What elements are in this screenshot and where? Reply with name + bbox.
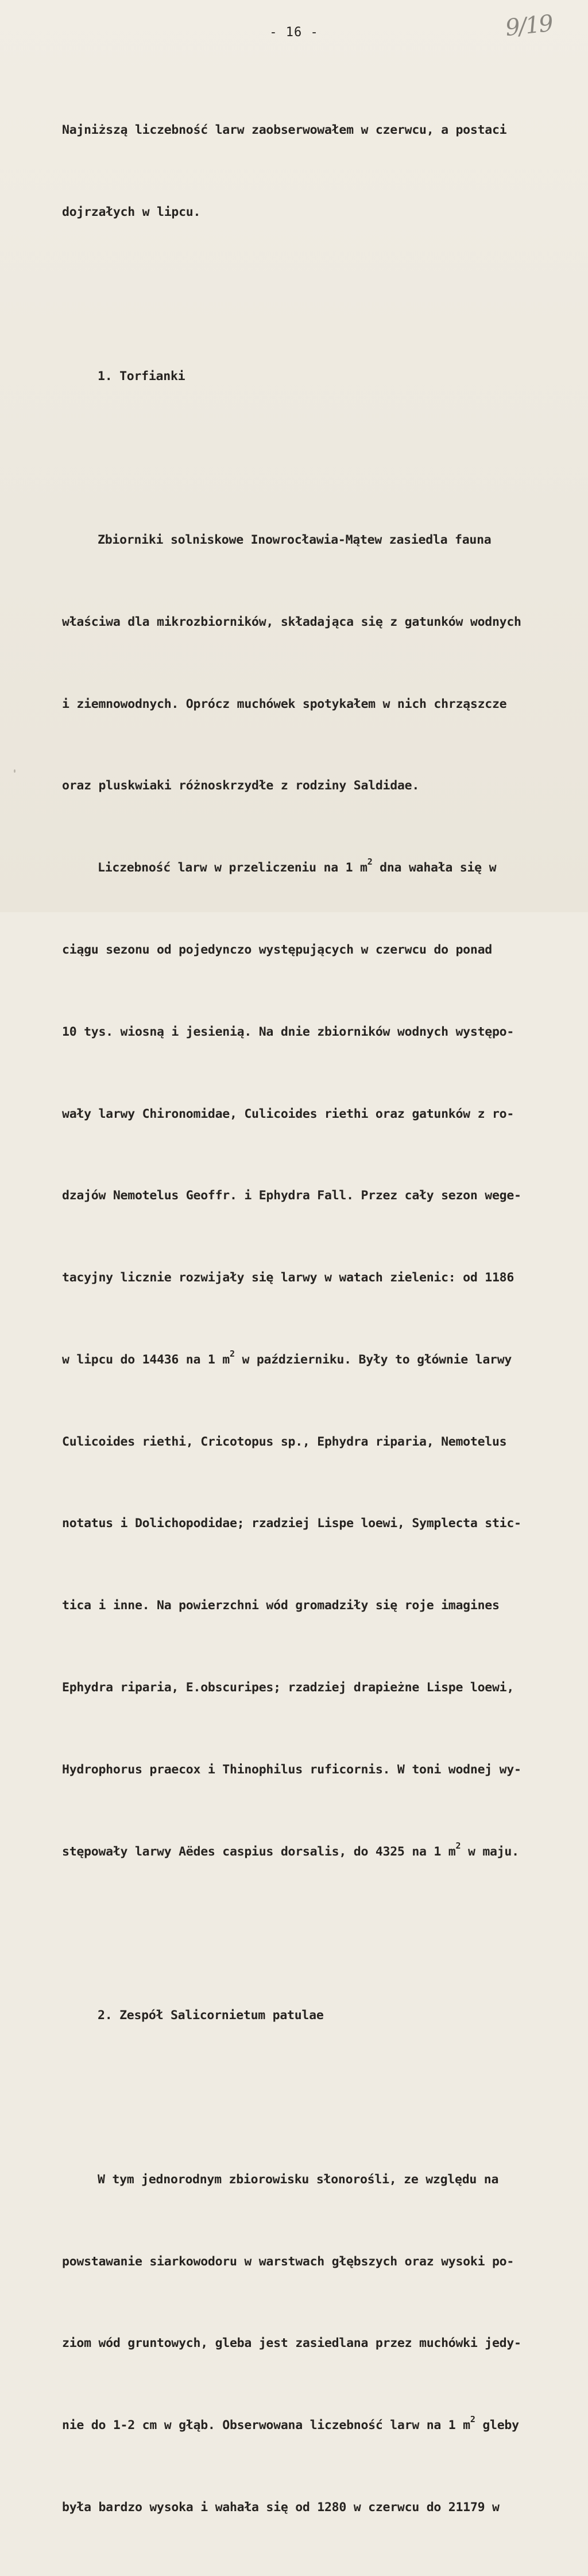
text-line: powstawanie siarkowodoru w warstwach głębszych oraz wysoki po- — [62, 2254, 514, 2269]
text-segment: w maju. — [461, 1844, 519, 1859]
text-line: W tym jednorodnym zbiorowisku słonorośli, ze względu na — [98, 2172, 499, 2187]
text-line: była bardzo wysoka i wahała się od 1280 w czerwcu do 21179 w — [62, 2500, 500, 2515]
section-heading-torfianki: 1. Torfianki — [98, 369, 185, 384]
superscript: 2 — [470, 2414, 475, 2425]
superscript: 2 — [229, 1348, 235, 1359]
text-line: tica i inne. Na powierzchni wód gromadziły się roje imagines — [62, 1598, 500, 1613]
text-line: ciągu sezonu od pojedynczo występujących w czerwcu do ponad — [62, 943, 492, 957]
text-line: wały larwy Chironomidae, Culicoides riethi oraz gatunków z ro- — [62, 1106, 514, 1121]
text-line: notatus i Dolichopodidae; rzadziej Lispe loewi, Symplecta stic- — [62, 1516, 521, 1531]
paper-mark — [14, 769, 16, 773]
text-line: 10 tys. wiosną i jesienią. Na dnie zbiorników wodnych występo- — [62, 1024, 514, 1039]
section-heading-salicornietum: 2. Zespół Salicornietum patulae — [98, 2008, 324, 2023]
text-segment: stępowały larwy Aëdes caspius dorsalis, do 4325 na 1 m — [62, 1844, 456, 1859]
page-number: - 16 - — [269, 25, 319, 40]
text-line — [62, 1838, 573, 1866]
text-segment: nie do 1-2 cm w głąb. Obserwowana liczebność larw na 1 m — [62, 2418, 470, 2433]
text-line: Culicoides riethi, Cricotopus sp., Ephydra riparia, Nemotelus — [62, 1434, 507, 1449]
text-segment: Liczebność larw w przeliczeniu na 1 m — [98, 861, 368, 876]
superscript: 2 — [367, 857, 373, 867]
text-segment: w lipcu do 14436 na 1 m — [62, 1352, 230, 1367]
superscript: 2 — [455, 1840, 461, 1851]
text-line: Zbiorniki solniskowe Inowrocławia-Mątew zasiedla fauna — [98, 533, 492, 548]
text-segment: w październiku. Były to głównie larwy — [234, 1352, 512, 1367]
text-line — [62, 1346, 573, 1374]
text-line — [62, 854, 573, 882]
text-line: oraz pluskwiaki różnoskrzydłe z rodziny Saldidae. — [62, 778, 420, 793]
text-line: dojrzałych w lipcu. — [62, 204, 201, 219]
text-line: tacyjny licznie rozwijały się larwy w watach zielenic: od 1186 — [62, 1270, 514, 1285]
text-line — [62, 2412, 573, 2439]
text-segment: gleby — [475, 2418, 519, 2433]
text-line: właściwa dla mikrozbiorników, składająca się z gatunków wodnych — [62, 614, 521, 629]
text-segment: dna wahała się w — [372, 861, 497, 876]
text-line: ziom wód gruntowych, gleba jest zasiedlana przez muchówki jedy- — [62, 2336, 521, 2351]
text-line: Najniższą liczebność larw zaobserwowałem w czerwcu, a postaci — [62, 123, 507, 138]
text-line: Ephydra riparia, E.obscuripes; rzadziej drapieżne Lispe loewi, — [62, 1680, 514, 1695]
text-line: dzajów Nemotelus Geoffr. i Ephydra Fall. Przez cały sezon wege- — [62, 1188, 521, 1203]
text-line: i ziemnowodnych. Oprócz muchówek spotykałem w nich chrząszcze — [62, 696, 507, 711]
handwritten-annotation: 9/19 — [504, 10, 554, 42]
document-body — [62, 62, 573, 2576]
text-line: Hydrophorus praecox i Thinophilus ruficornis. W toni wodnej wy- — [62, 1762, 521, 1777]
